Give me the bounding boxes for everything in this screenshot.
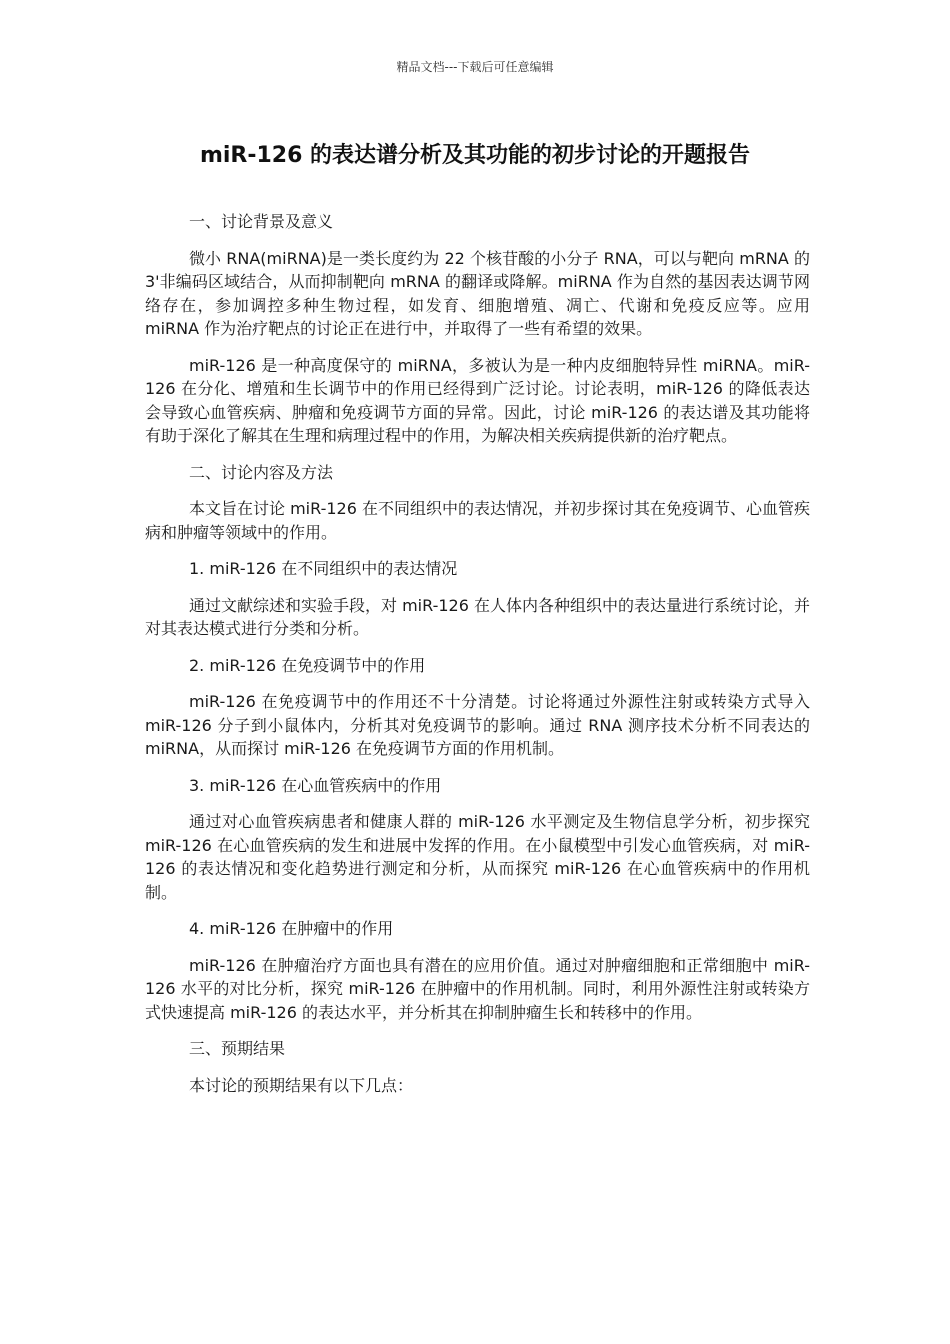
body-paragraph: miR-126 在肿瘤治疗方面也具有潜在的应用价值。通过对肿瘤细胞和正常细胞中 miR-126 水平的对比分析，探究 miR-126 在肿瘤中的作用机制。同时，利用外源性注射或转染方式快速提高 miR-126 的表达水平，并分析其在抑制肿瘤生长和转移中的作用。 [145,955,810,1022]
body-paragraph: miR-126 是一种高度保守的 miRNA，多被认为是一种内皮细胞特异性 miRNA。miR-126 在分化、增殖和生长调节中的作用已经得到广泛讨论。讨论表明，miR-126 的降低表达会导致心血管疾病、肿瘤和免疫调节方面的异常。因此，讨论 miR-126 的表达谱及其功能将有助于深化了解其在生理和病理过程中的作用，为解决相关疾病提供新的治疗靶点。 [145,355,810,445]
subsection-heading: 2. miR-126 在免疫调节中的作用 [189,655,426,675]
header-note: 精品文档---下载后可任意编辑 [396,60,554,74]
section-heading: 三、预期结果 [189,1039,286,1058]
document-body [145,210,810,1110]
section-heading: 二、讨论内容及方法 [189,462,334,482]
body-paragraph: 微小 RNA(miRNA)是一类长度约为 22 个核苷酸的小分子 RNA，可以与靶向 mRNA 的 3'非编码区域结合，从而抑制靶向 mRNA 的翻译或降解。miRNA 作为自然的基因表达调节网络存在，参加调控多种生物过程，如发育、细胞增殖、凋亡、代谢和免疫反应等。应用 miRNA 作为治疗靶点的讨论正在进行中，并取得了一些有希望的效果。 [145,248,810,338]
section-heading: 一、讨论背景及意义 [189,212,334,231]
subsection-heading: 1. miR-126 在不同组织中的表达情况 [189,559,458,578]
body-paragraph: 通过对心血管疾病患者和健康人群的 miR-126 水平测定及生物信息学分析，初步探究 miR-126 在心血管疾病的发生和进展中发挥的作用。在小鼠模型中引发心血管疾病，对 miR-126 的表达情况和变化趋势进行测定和分析，从而探究 miR-126 在心血管疾病中的作用机制。 [145,812,810,902]
subsection-heading: 3. miR-126 在心血管疾病中的作用 [189,775,442,795]
body-paragraph: 本讨论的预期结果有以下几点： [189,1075,414,1095]
body-paragraph: 本文旨在讨论 miR-126 在不同组织中的表达情况，并初步探讨其在免疫调节、心血管疾病和肿瘤等领域中的作用。 [145,499,810,542]
subsection-heading: 4. miR-126 在肿瘤中的作用 [189,919,394,938]
body-paragraph: miR-126 在免疫调节中的作用还不十分清楚。讨论将通过外源性注射或转染方式导入 miR-126 分子到小鼠体内，分析其对免疫调节的影响。通过 RNA 测序技术分析不同表达的 miRNA，从而探讨 miR-126 在免疫调节方面的作用机制。 [145,692,810,758]
document-title: miR-126 的表达谱分析及其功能的初步讨论的开题报告 [199,143,751,168]
body-paragraph: 通过文献综述和实验手段，对 miR-126 在人体内各种组织中的表达量进行系统讨论，并对其表达模式进行分类和分析。 [145,595,810,638]
